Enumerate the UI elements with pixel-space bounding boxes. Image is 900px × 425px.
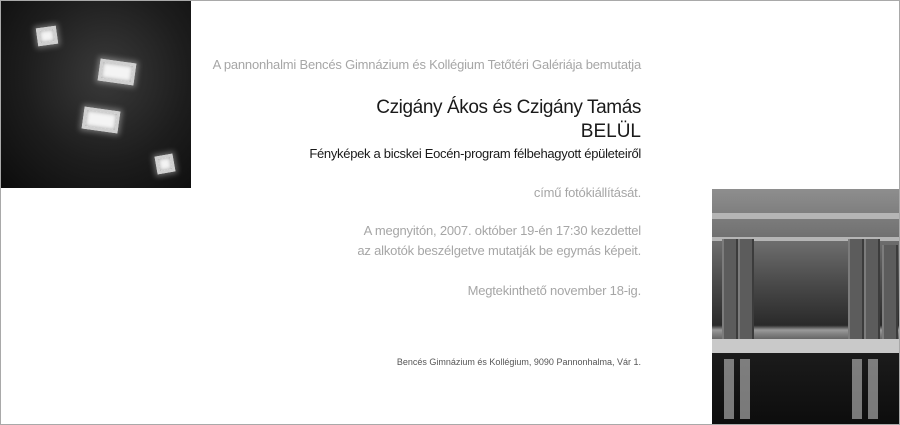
skylight-2 <box>98 59 137 86</box>
exhibition-subtitle: Fényképek a bicskei Eocén-program félbehagyott épületeiről <box>309 146 641 161</box>
concrete-column <box>848 239 864 339</box>
presenter-line: A pannonhalmi Bencés Gimnázium és Kollégium Tetőtéri Galériája bemutatja <box>212 57 641 72</box>
water-reflection <box>852 359 862 419</box>
artists-names: Czigány Ákos és Czigány Tamás <box>376 97 641 118</box>
water-reflection <box>740 359 750 419</box>
interior-photo <box>712 189 899 424</box>
water-reflection <box>724 359 734 419</box>
water-reflection <box>868 359 878 419</box>
skylight-3 <box>82 107 121 134</box>
viewable-until: Megtekinthető november 18-ig. <box>467 283 641 298</box>
concrete-column <box>738 239 754 339</box>
skylight-1 <box>36 26 58 47</box>
address-line: Bencés Gimnázium és Kollégium, 9090 Pannonhalma, Vár 1. <box>396 357 641 367</box>
skylight-4 <box>155 154 176 175</box>
exhibition-title: BELÜL <box>580 121 641 142</box>
skylights-photo <box>1 1 191 188</box>
opening-line-1: A megnyitón, 2007. október 19-én 17:30 kezdettel <box>363 223 641 238</box>
floor-edge <box>712 339 899 353</box>
exhibition-line: című fotókiállítását. <box>533 185 641 200</box>
ceiling-beam <box>712 213 899 219</box>
concrete-column <box>882 245 898 339</box>
concrete-column <box>722 239 738 339</box>
concrete-column <box>864 239 880 339</box>
opening-line-2: az alkotók beszélgetve mutatják be egymás képeit. <box>357 243 641 258</box>
